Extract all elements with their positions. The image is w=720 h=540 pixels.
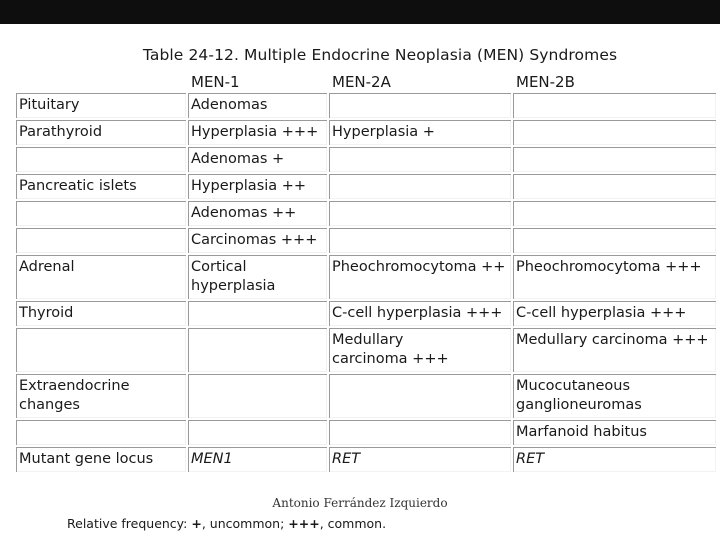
table-cell bbox=[513, 147, 716, 172]
table-row bbox=[16, 174, 716, 199]
table-cell: Adenomas ++ bbox=[188, 201, 327, 226]
table-cell bbox=[188, 328, 327, 372]
table-row bbox=[16, 328, 716, 372]
table-cell bbox=[16, 420, 186, 445]
table-cell: Pituitary bbox=[16, 93, 186, 118]
table-row bbox=[16, 447, 716, 472]
table-row bbox=[16, 147, 716, 172]
table-row bbox=[16, 120, 716, 145]
table-cell: C-cell hyperplasia +++ bbox=[513, 301, 716, 326]
footnote-mid: , uncommon; bbox=[201, 516, 289, 531]
gene-name-cell: RET bbox=[329, 447, 511, 472]
footnote-prefix: Relative frequency: bbox=[67, 516, 192, 531]
table-cell: Pheochromocytoma +++ bbox=[513, 255, 716, 299]
table-cell: Hyperplasia +++ bbox=[188, 120, 327, 145]
top-bar bbox=[0, 0, 720, 24]
table-row bbox=[16, 228, 716, 253]
table-cell bbox=[188, 420, 327, 445]
table-cell: Pheochromocytoma ++ bbox=[329, 255, 511, 299]
table-title: Table 24-12. Multiple Endocrine Neoplasia (MEN) Syndromes bbox=[142, 46, 618, 64]
footnote-symbol-uncommon: + bbox=[191, 516, 202, 531]
table-cell: Hyperplasia ++ bbox=[188, 174, 327, 199]
table-cell: Adenomas + bbox=[188, 147, 327, 172]
table-cell bbox=[329, 374, 511, 418]
table-cell: Extraendocrine changes bbox=[16, 374, 186, 418]
table-cell: Thyroid bbox=[16, 301, 186, 326]
table-cell bbox=[16, 147, 186, 172]
header-cell: MEN-2B bbox=[513, 72, 716, 91]
table-cell bbox=[16, 328, 186, 372]
table-row bbox=[16, 201, 716, 226]
table-cell bbox=[188, 374, 327, 418]
author-credit: Antonio Ferrández Izquierdo bbox=[272, 496, 448, 510]
table-cell: Hyperplasia + bbox=[329, 120, 511, 145]
table-cell: Mucocutaneous ganglioneuromas bbox=[513, 374, 716, 418]
header-cell bbox=[16, 72, 186, 91]
table-row bbox=[16, 301, 716, 326]
table-cell bbox=[329, 420, 511, 445]
table-cell: C-cell hyperplasia +++ bbox=[329, 301, 511, 326]
table-cell bbox=[16, 201, 186, 226]
table-cell bbox=[329, 93, 511, 118]
table-row bbox=[16, 255, 716, 299]
table-row bbox=[16, 93, 716, 118]
table-cell bbox=[329, 201, 511, 226]
table-cell bbox=[513, 93, 716, 118]
table-cell bbox=[513, 120, 716, 145]
footnote bbox=[67, 516, 386, 531]
table-cell: Adenomas bbox=[188, 93, 327, 118]
table-cell: Marfanoid habitus bbox=[513, 420, 716, 445]
table-cell bbox=[513, 201, 716, 226]
table-cell: Mutant gene locus bbox=[16, 447, 186, 472]
table-row bbox=[16, 374, 716, 418]
gene-name-cell: MEN1 bbox=[188, 447, 327, 472]
table-cell: Medullary carcinoma +++ bbox=[513, 328, 716, 372]
footnote-symbol-common: +++ bbox=[288, 516, 320, 531]
gene-name-cell: RET bbox=[513, 447, 716, 472]
table-cell bbox=[329, 174, 511, 199]
table-cell bbox=[329, 147, 511, 172]
table-cell: Medullary carcinoma +++ bbox=[329, 328, 511, 372]
table-header-row bbox=[16, 72, 716, 91]
table-cell: Pancreatic islets bbox=[16, 174, 186, 199]
men-syndromes-table bbox=[14, 70, 718, 474]
table-row bbox=[16, 420, 716, 445]
header-cell: MEN-2A bbox=[329, 72, 511, 91]
table-cell bbox=[513, 228, 716, 253]
table-cell bbox=[329, 228, 511, 253]
table-cell: Cortical hyperplasia bbox=[188, 255, 327, 299]
table-cell bbox=[188, 301, 327, 326]
table-cell: Carcinomas +++ bbox=[188, 228, 327, 253]
header-cell: MEN-1 bbox=[188, 72, 327, 91]
table-cell bbox=[16, 228, 186, 253]
footnote-suffix: , common. bbox=[319, 516, 387, 531]
table-cell bbox=[513, 174, 716, 199]
table-cell: Parathyroid bbox=[16, 120, 186, 145]
table-cell: Adrenal bbox=[16, 255, 186, 299]
